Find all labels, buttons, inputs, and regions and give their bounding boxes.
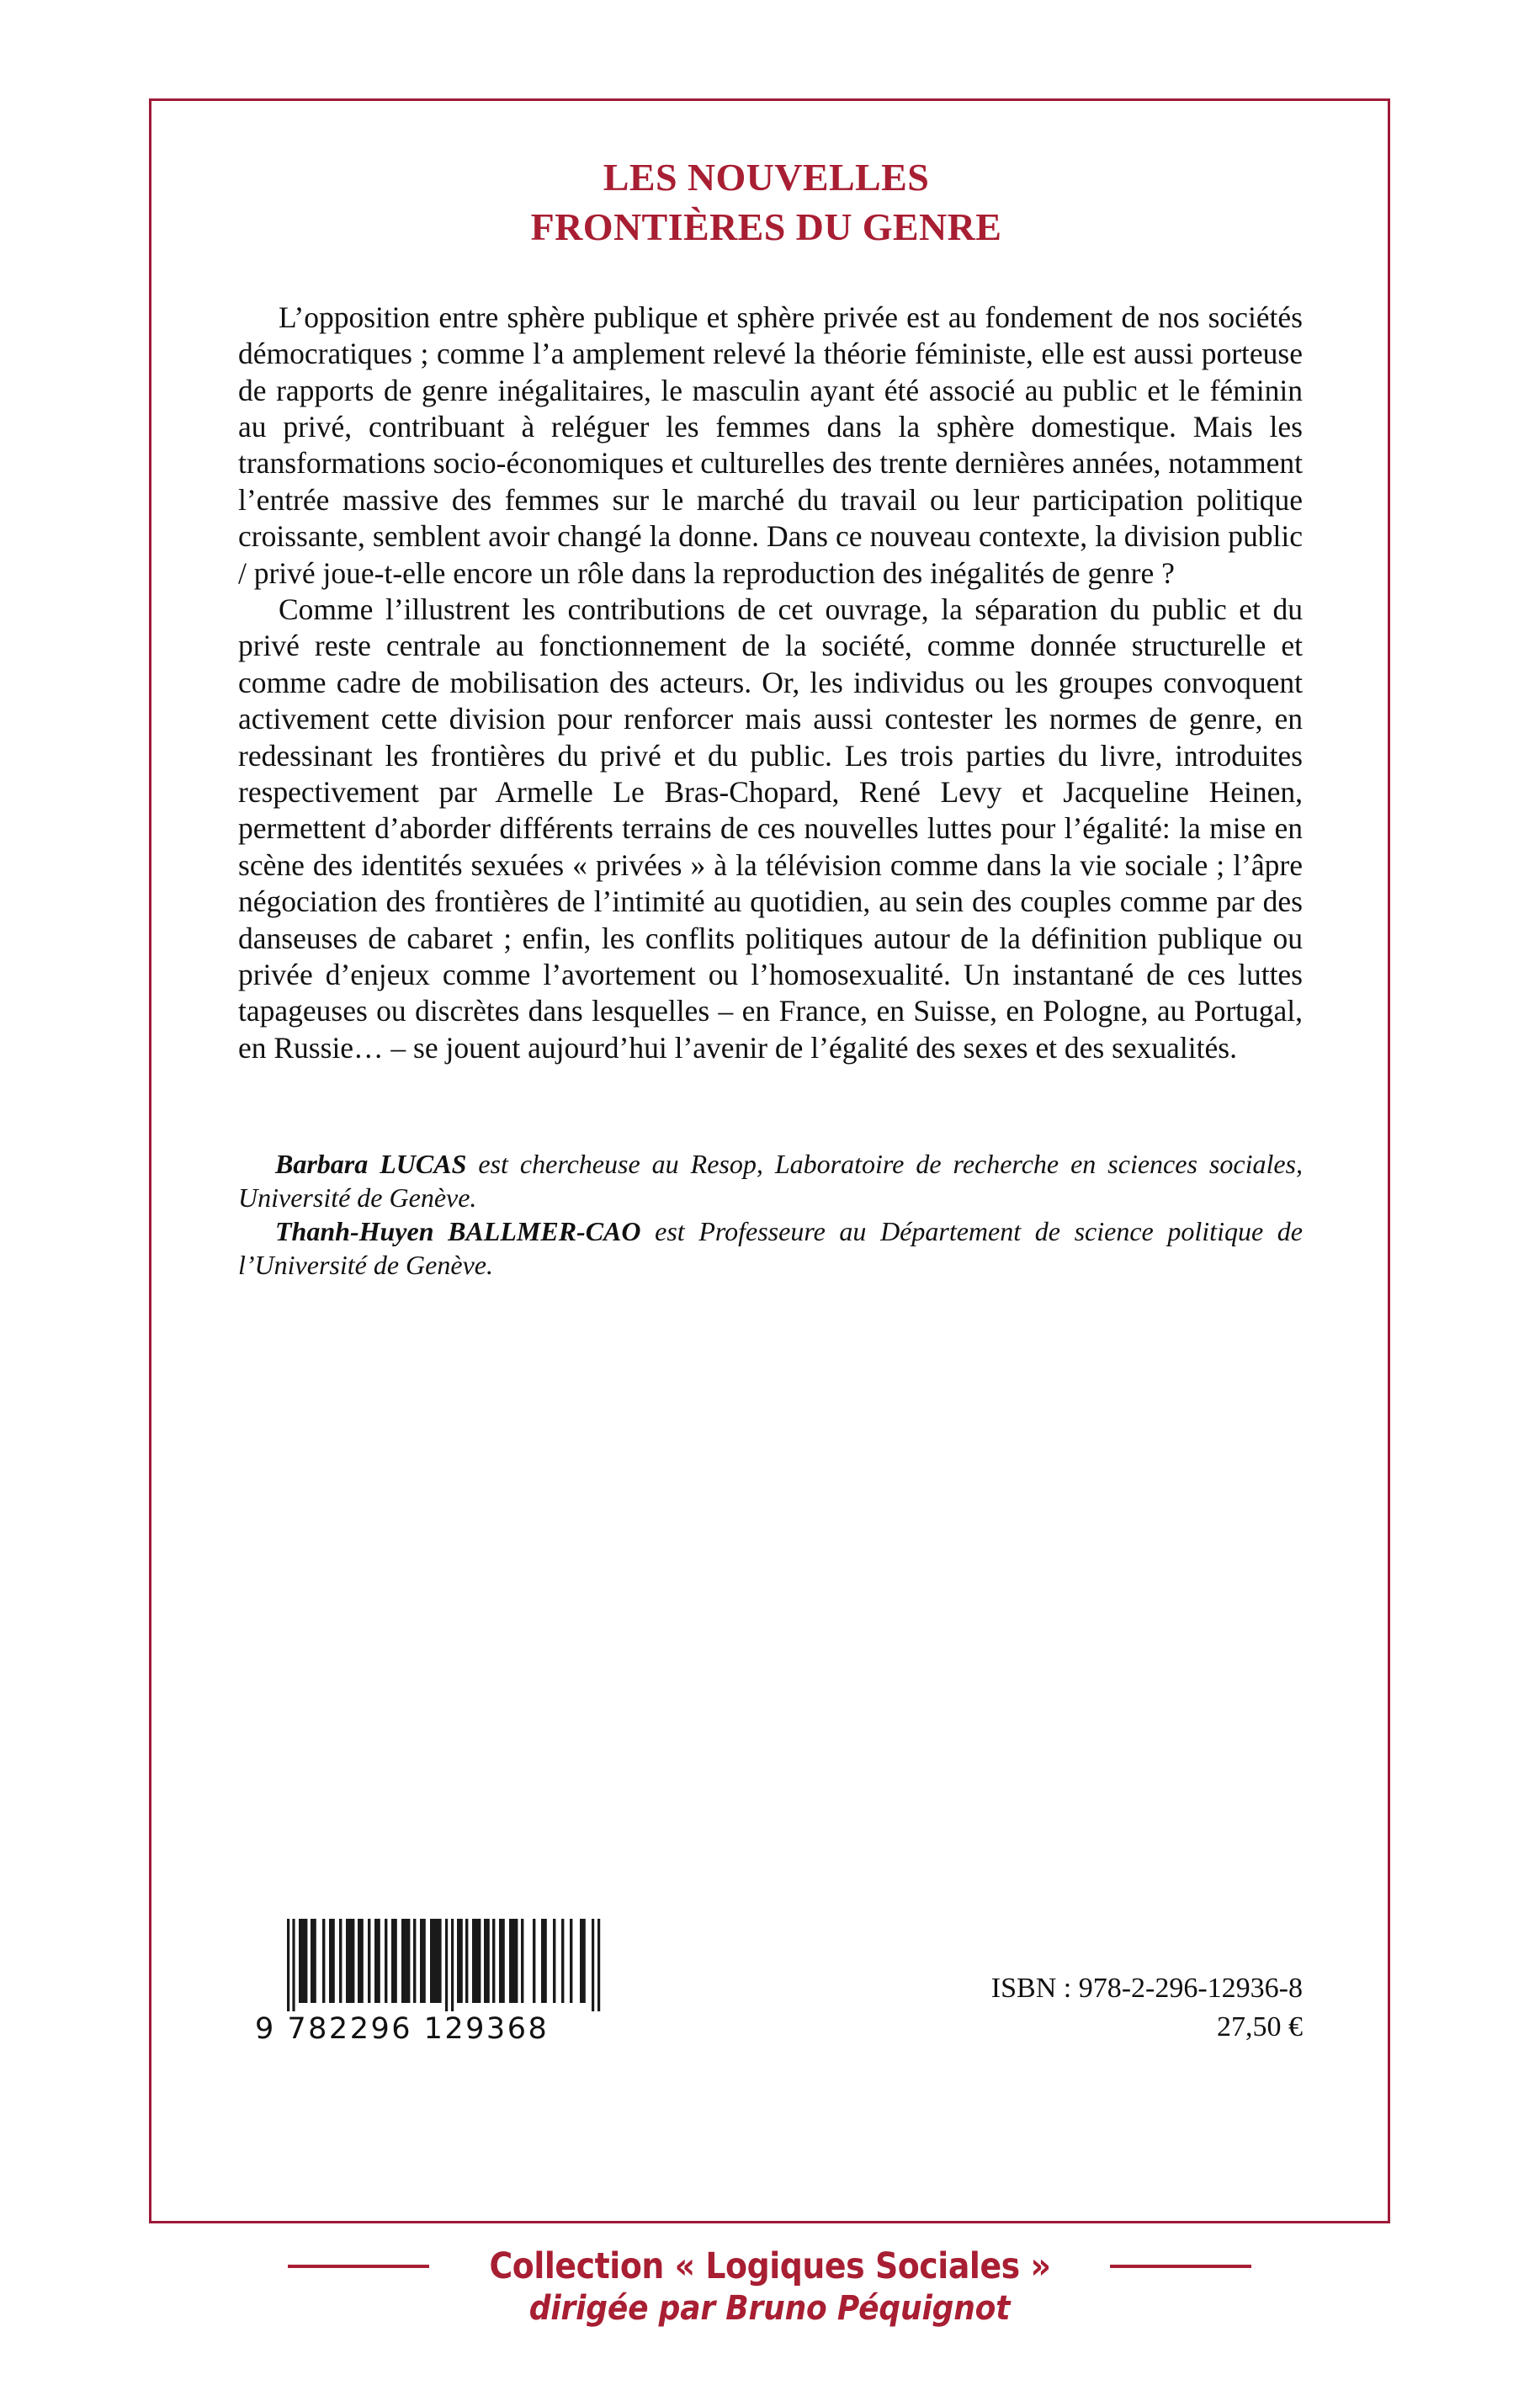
blurb-paragraph-1: L’opposition entre sphère publique et sphère privée est au fondement de nos sociétés démocratiques ; comme l’a amplement relevé la théorie féministe, elle est aussi porteuse de rapports de genre inégalitaires, le masculin ayant été associé au public et le féminin au privé, contribuant à reléguer les femmes dans la sphère domestique. Mais les transformations socio-économiques et culturelles des trente dernières années, notamment l’entrée massive des femmes sur le marché du travail ou leur participation politique croissante, semblent avoir changé la donne. Dans ce nouveau contexte, la division public / privé joue-t-elle encore un rôle dans la reproduction des inégalités de genre ? <box>238 300 1303 590</box>
back-cover-content <box>238 135 1303 1282</box>
author-biographies <box>238 1147 1303 1282</box>
author-bio-1 <box>238 1147 1303 1214</box>
author-name-2: Thanh-Huyen BALLMER-CAO <box>275 1216 641 1247</box>
collection-rule-left <box>288 2265 429 2268</box>
price-text: 27,50 € <box>1217 2011 1303 2042</box>
book-title-line-2: FRONTIÈRES DU GENRE <box>530 205 1002 248</box>
author-bio-text-2: est Professeure au Département de science politique de l’Université de Genève. <box>238 1216 1304 1281</box>
barcode-bars-icon <box>287 1919 607 2011</box>
blurb-paragraph-2: Comme l’illustrent les contributions de cet ouvrage, la séparation du public et du privé reste centrale au fonctionnement de la société, comme donnée structurelle et comme cadre de mobilisation des acteurs. Or, les individus ou les groupes convoquent activement cette division pour renforcer mais aussi contester les normes de genre, en redessinant les frontières du privé et du public. Les trois parties du livre, introduites respectivement par Armelle Le Bras-Chopard, René Levy et Jacqueline Heinen, permettent d’aborder différents terrains de ces nouvelles luttes pour l’égalité: la mise en scène des identités sexuées « privées » à la télévision comme dans la vie sociale ; l’âpre négociation des frontières de l’intimité au quotidien, au sein des couples comme par des danseuses de cabaret ; enfin, les conflits politiques autour de la définition publique ou privée d’enjeux comme l’avortement ou l’homosexualité. Un instantané de ces luttes tapageuses ou discrètes dans lesquelles – en France, en Suisse, en Pologne, au Portugal, en Russie… – se jouent aujourd’hui l’avenir de l’égalité des sexes et des sexualités. <box>238 592 1303 1065</box>
page-title <box>238 135 1303 252</box>
book-title-line-1: LES NOUVELLES <box>603 156 930 199</box>
collection-name-row <box>149 2245 1390 2287</box>
book-blurb <box>238 300 1303 1067</box>
author-bio-text-1: est chercheuse au Resop, Laboratoire de recherche en sciences sociales, Université de Genève. <box>238 1149 1304 1214</box>
collection-name: Collection « Logiques Sociales » <box>488 2245 1051 2287</box>
isbn-text: ISBN : 978-2-296-12936-8 <box>990 1973 1303 2004</box>
collection-rule-right <box>1110 2265 1251 2268</box>
barcode-digits: 9 782296 129368 <box>255 2012 550 2046</box>
commerce-block <box>238 1919 1303 2104</box>
collection-editor: dirigée par Bruno Péquignot <box>528 2289 1011 2328</box>
author-name-1: Barbara LUCAS <box>275 1149 467 1180</box>
author-bio-2 <box>238 1214 1303 1282</box>
isbn-and-price <box>991 1969 1303 2047</box>
collection-footer <box>149 2245 1390 2328</box>
barcode <box>255 1919 608 2046</box>
